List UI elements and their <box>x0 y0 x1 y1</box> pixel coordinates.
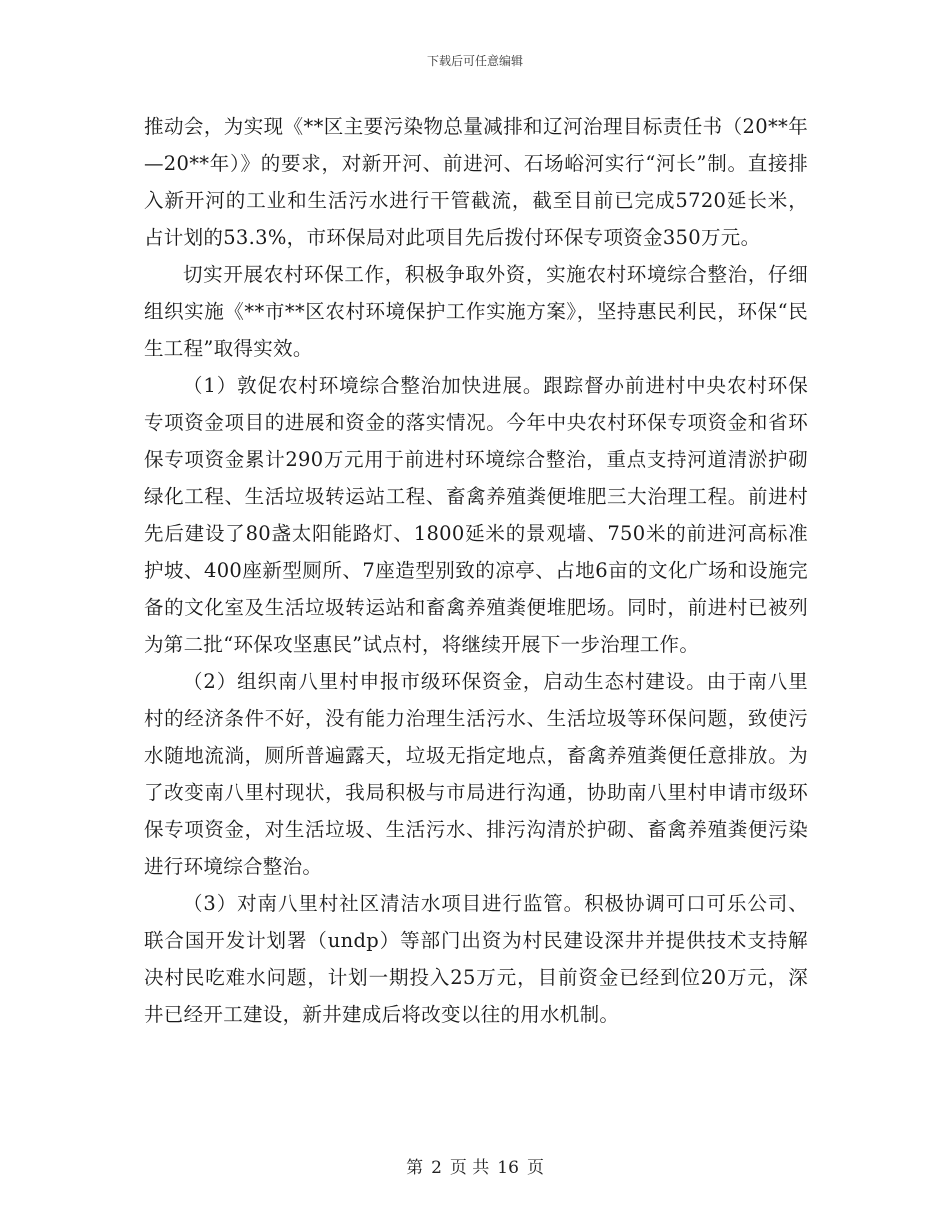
paragraph: （1）敦促农村环境综合整治加快进展。跟踪督办前进村中央农村环保专项资金项目的进展和资金的落实情况。今年中央农村环保专项资金和省环保专项资金累计290万元用于前进村环境综合整治，重点支持河道清淤护砌绿化工程、生活垃圾转运站工程、畜禽养殖粪便堆肥三大治理工程。前进村先后建设了80盏太阳能路灯、1800延米的景观墙、750米的前进河高标准护坡、400座新型厕所、7座造型别致的凉亭、占地6亩的文化广场和设施完备的文化室及生活垃圾转运站和畜禽养殖粪便堆肥场。同时，前进村已被列为第二批“环保攻坚惠民”试点村，将继续开展下一步治理工作。 <box>144 374 808 656</box>
total-pages: 16 <box>497 1158 519 1178</box>
paragraph: 切实开展农村环保工作，积极争取外资，实施农村环境综合整治，仔细组织实施《**市**区农村环境保护工作实施方案》，坚持惠民利民，环保“民生工程”取得实效。 <box>144 263 808 360</box>
footer-suffix: 页 <box>526 1158 544 1178</box>
paragraph: （3）对南八里村社区清洁水项目进行监管。积极协调可口可乐公司、联合国开发计划署（undp）等部门出资为村民建设深井并提供技术支持解决村民吃难水问题，计划一期投入25万元，目前资金已经到位20万元，深井已经开工建设，新井建成后将改变以往的用水机制。 <box>144 892 808 1026</box>
page-number: 2 <box>431 1158 442 1178</box>
footer-prefix: 第 <box>406 1158 424 1178</box>
paragraph: 推动会，为实现《**区主要污染物总量减排和辽河治理目标责任书（20**年—20**年）》的要求，对新开河、前进河、石场峪河实行“河长”制。直接排入新开河的工业和生活污水进行干管截流，截至目前已完成5720延长米，占计划的53.3%，市环保局对此项目先后拨付环保专项资金350万元。 <box>144 115 808 249</box>
paragraph: （2）组织南八里村申报市级环保资金，启动生态村建设。由于南八里村的经济条件不好，没有能力治理生活污水、生活垃圾等环保问题，致使污水随地流淌，厕所普遍露天，垃圾无指定地点，畜禽养殖粪便任意排放。为了改变南八里村现状，我局积极与市局进行沟通，协助南八里村申请市级环保专项资金，对生活垃圾、生活污水、排污沟清於护砌、畜禽养殖粪便污染进行环境综合整治。 <box>144 670 808 878</box>
page-header: 下载后可任意编辑 <box>426 54 523 68</box>
page-footer <box>0 1153 950 1178</box>
footer-middle: 页 共 <box>449 1158 490 1178</box>
document-body <box>144 108 808 1033</box>
